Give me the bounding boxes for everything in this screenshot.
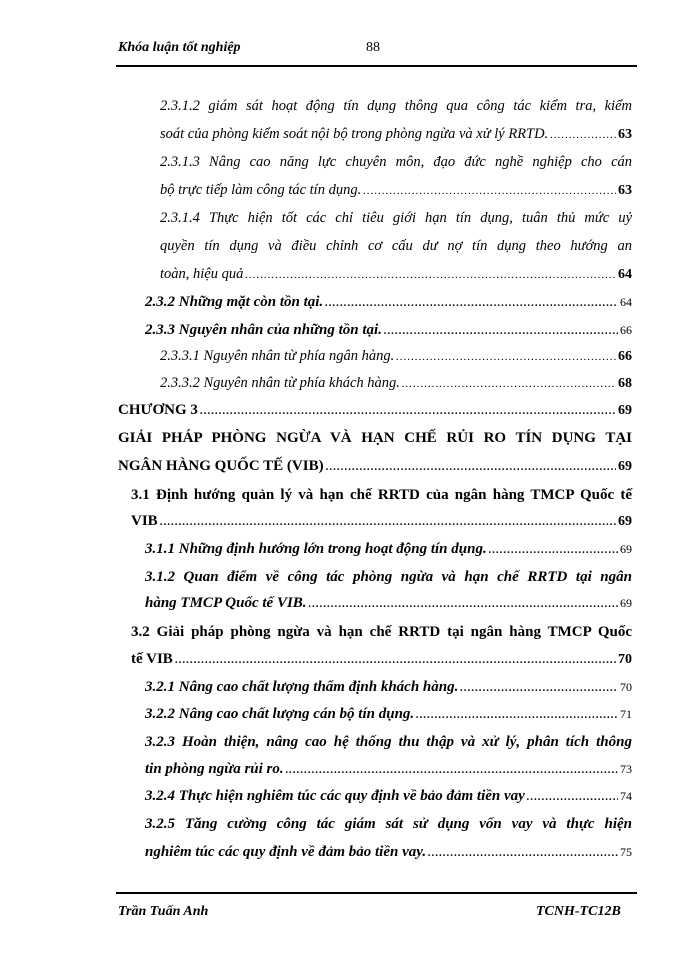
- leader-dots: [286, 756, 618, 784]
- toc-entry-text: 2.3.3.2 Nguyên nhân từ phía khách hàng.: [160, 375, 400, 391]
- toc-entry[interactable]: [145, 700, 632, 729]
- toc-entry-text: tế VIB: [131, 651, 173, 667]
- toc-page-number: 66: [620, 323, 632, 337]
- leader-dots: [175, 646, 616, 674]
- leader-dots: [428, 839, 618, 867]
- toc-entry-text: CHƯƠNG 3: [118, 402, 198, 418]
- toc-page-number: 69: [618, 459, 632, 474]
- toc-entry-text: 3.2.2 Nâng cao chất lượng cán bộ tín dụng.: [145, 706, 415, 722]
- toc-page-number: 73: [620, 762, 632, 776]
- toc-entry-text: 2.3.1.2 giám sát hoạt động tín dụng thông qua công tác kiểm tra, kiểm: [160, 98, 632, 114]
- toc-entry[interactable]: [118, 452, 632, 481]
- toc-entry-text: 3.1.1 Những định hướng lớn trong hoạt động tín dụng.: [145, 541, 487, 557]
- toc-entry-text: 3.2.3 Hoàn thiện, nâng cao hệ thống thu thập và xử lý, phân tích thông: [145, 734, 632, 750]
- page-number: 88: [366, 40, 380, 55]
- toc-page-number: 70: [618, 652, 632, 667]
- toc-entry-text: bộ trực tiếp làm công tác tín dụng.: [160, 182, 362, 198]
- toc-page-number: 71: [620, 707, 632, 721]
- leader-dots: [200, 397, 616, 425]
- document-title: Khóa luận tốt nghiệp: [118, 40, 241, 55]
- toc-entry-text: hàng TMCP Quốc tế VIB.: [145, 595, 307, 611]
- leader-dots: [363, 177, 616, 205]
- toc-entry-text: 2.3.1.4 Thực hiện tốt các chỉ tiêu giới hạn tín dụng, tuân thủ mức uỷ: [160, 210, 632, 226]
- toc-entry-text: soát của phòng kiểm soát nội bộ trong phòng ngừa và xử lý RRTD.: [160, 126, 549, 142]
- toc-entry-text: 3.1 Định hướng quản lý và hạn chế RRTD của ngân hàng TMCP Quốc tế: [131, 487, 632, 503]
- footer-divider: [116, 892, 637, 894]
- toc-entry[interactable]: [145, 755, 632, 784]
- leader-dots: [326, 453, 616, 481]
- author-name: Trần Tuấn Anh: [118, 904, 209, 919]
- toc-entry-text: 2.3.3.1 Nguyên nhân từ phía ngân hàng.: [160, 348, 395, 364]
- leader-dots: [384, 317, 618, 345]
- leader-dots: [402, 370, 616, 398]
- toc-entry-text: 3.1.2 Quan điểm về công tác phòng ngừa và hạn chế RRTD tại ngân: [145, 569, 632, 585]
- toc-entry-text: VIB: [131, 513, 158, 529]
- toc-page-number: 64: [620, 295, 632, 309]
- toc-entry-text: quyền tín dụng và điều chỉnh cơ cấu dư nợ tín dụng theo hướng an: [160, 238, 632, 254]
- toc-entry[interactable]: [145, 782, 632, 811]
- toc-entry-text: NGÂN HÀNG QUỐC TẾ (VIB): [118, 458, 324, 474]
- toc-page-number: 68: [618, 376, 632, 391]
- toc-entry[interactable]: [145, 288, 632, 317]
- toc-entry[interactable]: [145, 838, 632, 867]
- toc-entry[interactable]: [131, 507, 632, 536]
- toc-entry-text: 2.3.3 Nguyên nhân của những tồn tại.: [145, 322, 382, 338]
- toc-entry[interactable]: [145, 535, 632, 564]
- toc-entry[interactable]: [160, 369, 632, 398]
- toc-entry-chapter[interactable]: [118, 396, 632, 425]
- toc-page-number: 69: [620, 542, 632, 556]
- toc-entry-text: 3.2.4 Thực hiện nghiêm túc các quy định về bảo đảm tiền vay: [145, 788, 525, 804]
- leader-dots: [527, 783, 618, 811]
- toc-entry-text: tin phòng ngừa rủi ro.: [145, 761, 284, 777]
- toc-entry[interactable]: [160, 342, 632, 371]
- toc-page-number: 63: [618, 183, 632, 198]
- toc-entry[interactable]: [145, 316, 632, 345]
- toc-page-number: 66: [618, 349, 632, 364]
- toc-entry[interactable]: [145, 673, 632, 702]
- class-code: TCNH-TC12B: [536, 904, 621, 919]
- toc-page-number: 75: [620, 845, 632, 859]
- leader-dots: [460, 674, 618, 702]
- leader-dots: [309, 590, 618, 618]
- toc-entry[interactable]: [160, 260, 632, 289]
- toc-entry-text: GIẢI PHÁP PHÒNG NGỪA VÀ HẠN CHẾ RỦI RO TÍN DỤNG TẠI: [118, 430, 632, 446]
- toc-entry-text: 2.3.1.3 Nâng cao năng lực chuyên môn, đạo đức nghề nghiệp cho cán: [160, 154, 632, 170]
- toc-entry[interactable]: [160, 176, 632, 205]
- toc-page-number: 63: [618, 127, 632, 142]
- toc-entry-text: 2.3.2 Những mặt còn tồn tại.: [145, 294, 324, 310]
- toc-page-number: 74: [620, 789, 632, 803]
- toc-entry-text: toàn, hiệu quả: [160, 266, 244, 282]
- toc-entry-text: 3.2.5 Tăng cường công tác giám sát sử dụng vốn vay và thực hiện: [145, 816, 632, 832]
- toc-entry[interactable]: [160, 120, 632, 149]
- toc-entry[interactable]: [131, 645, 632, 674]
- toc-entry-text: nghiêm túc các quy định về đảm bảo tiền vay.: [145, 844, 427, 860]
- toc-page-number: 64: [618, 267, 632, 282]
- leader-dots: [416, 701, 618, 729]
- toc-entry-text: 3.2 Giải pháp phòng ngừa và hạn chế RRTD tại ngân hàng TMCP Quốc: [131, 624, 632, 640]
- toc-page-number: 69: [618, 403, 632, 418]
- toc-page-number: 70: [620, 680, 632, 694]
- leader-dots: [160, 508, 616, 536]
- toc-entry-text: 3.2.1 Nâng cao chất lượng thẩm định khách hàng.: [145, 679, 459, 695]
- leader-dots: [550, 121, 616, 149]
- toc-page-number: 69: [618, 514, 632, 529]
- leader-dots: [245, 261, 616, 289]
- leader-dots: [325, 289, 618, 317]
- leader-dots: [396, 343, 616, 371]
- toc-entry[interactable]: [145, 589, 632, 618]
- toc-page-number: 69: [620, 596, 632, 610]
- leader-dots: [489, 536, 618, 564]
